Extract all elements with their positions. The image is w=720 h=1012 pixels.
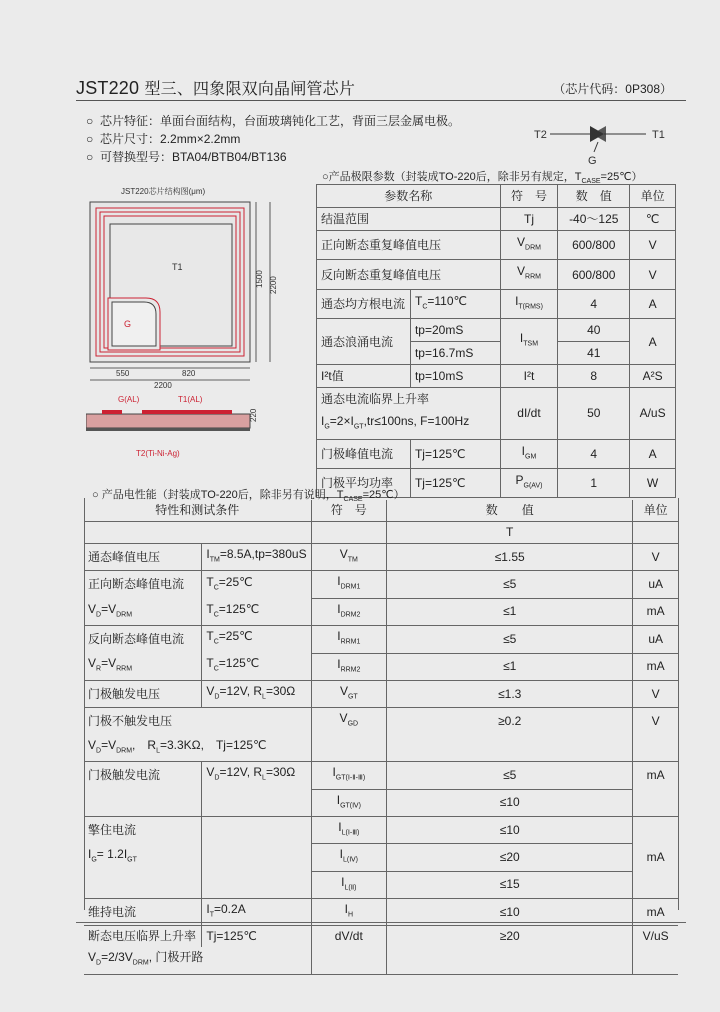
cross-t2-label: T2(Ti-Ni-Ag) [136, 449, 180, 458]
dim-1500: 1500 [255, 270, 264, 288]
feature-size: ○ 芯片尺寸：2.2mm×2.2mm [86, 132, 241, 146]
table-row: 门极峰值电流 Tj=125℃ $I_{GM}$ 4 A [317, 439, 676, 468]
symbol-t1: T1 [652, 129, 665, 141]
table-row: 维持电流 $I_T=0.2A$ $I_H$ ≤10 mA [84, 899, 678, 926]
cross-thickness: 220 [249, 408, 258, 422]
header-rule [76, 100, 686, 101]
limits-heading: ○产品极限参数（封装成TO-220后，除非另有规定，$T_{CASE}=25℃$） [322, 171, 643, 186]
col-symbol: 符 号 [500, 185, 558, 208]
feature-structure: ○ 芯片特征：单面台面结构，台面玻璃钝化工艺，背面三层金属电极。 [86, 114, 461, 128]
table-row: 门极触发电压 $V_D=12V$, $R_L=30\Omega$ $V_{GT}$ ≤1.3 V [84, 680, 678, 707]
table-row: $I_{GT(Ⅳ)}$ ≤10 [84, 789, 678, 816]
frame-right [678, 498, 679, 910]
diagram-t1-label: T1 [172, 262, 183, 272]
table-row: 结温范围 Tj -40～125 ℃ [317, 208, 676, 231]
table-row: 通态峰值电压 $I_{TM}=8.5A,tp=380uS$ $V_{TM}$ ≤1.55 V [84, 544, 678, 571]
electrical-heading: ○ 产品电性能（封装成TO-220后，除非另有说明，$T_{CASE}=25℃$） [92, 489, 405, 504]
table-row: $I_{L(Ⅱ)}$ ≤15 [84, 871, 678, 898]
table-row: 正向断态重复峰值电压 $V_{DRM}$ 600/800 V [317, 231, 676, 260]
col-unit: 单位 [630, 185, 676, 208]
feature-replacement: ○ 可替换型号：BTA04/BTB04/BT136 [86, 150, 287, 164]
table-row: I²t值 tp=10mS I²t 8 A²S [317, 365, 676, 388]
symbol-g: G [588, 155, 597, 167]
cross-g-label: G(AL) [118, 395, 140, 404]
limits-table [316, 184, 676, 498]
table-row: tp=16.7mS 41 [317, 342, 676, 365]
table-row: $I_G= 1.2I_{GT}$ $I_{L(Ⅳ)}$ ≤20 mA [84, 844, 678, 871]
frame-left [84, 498, 85, 910]
electrical-header-row: 特性和测试条件 符 号 数 值 单位 [84, 500, 678, 522]
dim-550: 550 [116, 369, 130, 378]
electrical-table: 特性和测试条件 符 号 数 值 单位 T 通态峰值电压 $I_{TM}=8.5A,tp=380uS$ $V_{TM}$ ≤1.55 V 正向断态峰值电流 $T_C=25℃$ $I_{DRM1}$ ≤5 uA $V_D=V_{DRM}$ $T_C=125℃$ $I_{DRM2}$ ≤1 mA 反向断态峰值电流 $T_C=25℃$ $I_{RRM1}$ ≤5 uA $V_R=V_{RRM}$ $T_C=125℃$ $I_{RRM2}$ ≤1 mA 门极触发电压 $V_D=12V$, $R_L=30\Omega$ $V_{GT}$ ≤1.3 V 门极不触发电压 $V_{GD}$ ≥0.2 V $V_D=V_{DRM}$, $R_L=3.3K\Omega$, Tj=125℃ 门极触发电流 $V_D=12V$, $R_L=30\Omega$ $I_{GT(Ⅰ-Ⅱ-Ⅲ)}$ ≤5 mA $I_{GT(Ⅳ)}$ ≤10 擎住电流 $I_{L(Ⅰ-Ⅲ)}$ ≤10 $I_G= 1.2I_{GT}$ $I_{L(Ⅳ)}$ ≤20 mA $I_{L(Ⅱ)}$ ≤15 维持电流 $I_T=0.2A$ $I_H$ ≤10 mA 断态电压临界上升率 Tj=125℃ dV/dt ≥20 V/uS $V_D=2/3V_{DRM}$, 门极开路 [84, 500, 678, 975]
diagram-caption: JST220芯片结构图(μm) [121, 187, 206, 196]
table-row: 擎住电流 $I_{L(Ⅰ-Ⅲ)}$ ≤10 [84, 816, 678, 843]
triac-symbol-icon [528, 120, 678, 172]
table-row: 门极平均功率 Tj=125℃ $P_{G(AV)}$ 1 W [317, 468, 676, 497]
dim-2200-h: 2200 [154, 381, 172, 390]
table-row: 反向断态重复峰值电压 $V_{RRM}$ 600/800 V [317, 260, 676, 289]
dim-820: 820 [182, 369, 196, 378]
footer-rule [76, 922, 686, 923]
table-row: 断态电压临界上升率 Tj=125℃ dV/dt ≥20 V/uS [84, 926, 678, 948]
col-value: 数 值 [558, 185, 630, 208]
table-row: $V_R=V_{RRM}$ $T_C=125℃$ $I_{RRM2}$ ≤1 mA [84, 653, 678, 680]
table-row: $V_D=V_{DRM}$, $R_L=3.3K\Omega$, Tj=125℃ [84, 735, 678, 762]
cross-t1-label: T1(AL) [178, 395, 203, 404]
table-row: 通态均方根电流 $T_C=110℃$ $I_{T(RMS)}$ 4 A [317, 289, 676, 318]
table-row: 通态浪涌电流 tp=20mS $I_{TSM}$ 40 A [317, 319, 676, 342]
table-row: 门极不触发电压 $V_{GD}$ ≥0.2 V [84, 708, 678, 735]
model-name: JST220 [76, 78, 140, 98]
table-row: 通态电流临界上升率 dI/dt 50 A/uS [317, 388, 676, 411]
table-row: 门极触发电流 $V_D=12V$, $R_L=30\Omega$ $I_{GT(Ⅰ-Ⅱ-Ⅲ)}$ ≤5 mA [84, 762, 678, 789]
table-row: $V_D=V_{DRM}$ $T_C=125℃$ $I_{DRM2}$ ≤1 mA [84, 598, 678, 625]
symbol-t2: T2 [534, 129, 547, 141]
table-row: $I_G=2\times I_{GT},tr\le 100ns$, F=100Hz [317, 410, 676, 439]
dim-2200-v: 2200 [269, 276, 278, 294]
limits-header-row [317, 185, 676, 208]
page-title [76, 76, 355, 99]
table-row: 反向断态峰值电流 $T_C=25℃$ $I_{RRM1}$ ≤5 uA [84, 626, 678, 653]
chip-structure-diagram [86, 184, 286, 464]
title-cn: 型三、四象限双向晶闸管芯片 [144, 81, 356, 98]
col-param: 参数名称 [317, 185, 501, 208]
table-row: $V_D=2/3V_{DRM}$, 门极开路 [84, 947, 678, 974]
table-row: 正向断态峰值电流 $T_C=25℃$ $I_{DRM1}$ ≤5 uA [84, 571, 678, 598]
diagram-g-label: G [124, 319, 132, 329]
chip-code: （芯片代码：0P308） [553, 82, 672, 96]
